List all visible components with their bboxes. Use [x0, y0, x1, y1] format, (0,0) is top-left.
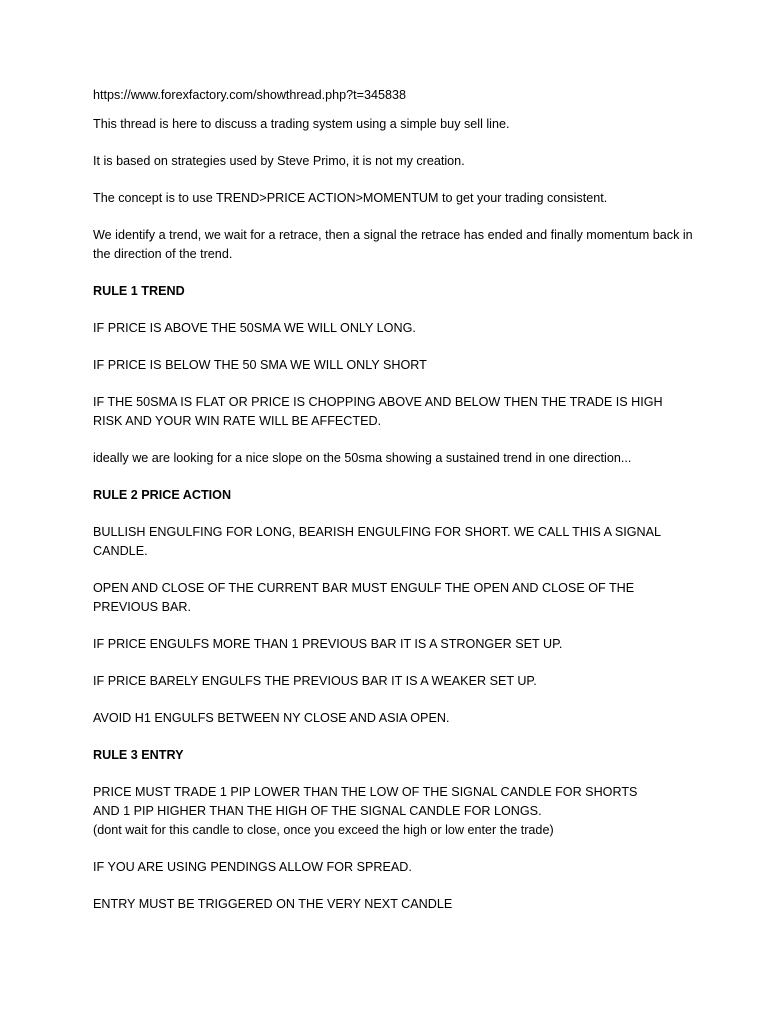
rule-1-slope: ideally we are looking for a nice slope on the 50sma showing a sustained trend in one direction...: [93, 451, 632, 465]
rule-2-open-close: OPEN AND CLOSE OF THE CURRENT BAR MUST ENGULF THE OPEN AND CLOSE OF THE PREVIOUS BAR.: [93, 581, 638, 614]
heading-rule-2: RULE 2 PRICE ACTION: [93, 488, 232, 502]
rule-2-avoid: AVOID H1 ENGULFS BETWEEN NY CLOSE AND ASIA OPEN.: [93, 711, 450, 725]
paragraph-overview: We identify a trend, we wait for a retrace, then a signal the retrace has ended and finally momentum back in the direction of the trend.: [93, 228, 697, 261]
document-body: [93, 86, 697, 914]
heading-rule-3: RULE 3 ENTRY: [93, 748, 184, 762]
paragraph-attribution: It is based on strategies used by Steve Primo, it is not my creation.: [93, 154, 465, 168]
rule-2-engulfing: BULLISH ENGULFING FOR LONG, BEARISH ENGULFING FOR SHORT. WE CALL THIS A SIGNAL CANDLE.: [93, 525, 665, 558]
rule-2-stronger: IF PRICE ENGULFS MORE THAN 1 PREVIOUS BAR IT IS A STRONGER SET UP.: [93, 637, 563, 651]
thread-url: https://www.forexfactory.com/showthread.php?t=345838: [93, 88, 407, 102]
rule-1-long: IF PRICE IS ABOVE THE 50SMA WE WILL ONLY LONG.: [93, 321, 416, 335]
paragraph-concept: The concept is to use TREND>PRICE ACTION>MOMENTUM to get your trading consistent.: [93, 191, 608, 205]
rule-3-next-candle: ENTRY MUST BE TRIGGERED ON THE VERY NEXT CANDLE: [93, 897, 453, 911]
rule-1-flat: IF THE 50SMA IS FLAT OR PRICE IS CHOPPING ABOVE AND BELOW THEN THE TRADE IS HIGH RISK AND YOUR WIN RATE WILL BE AFFECTED.: [93, 395, 667, 428]
rule-3-pendings: IF YOU ARE USING PENDINGS ALLOW FOR SPREAD.: [93, 860, 412, 874]
rule-3-price: PRICE MUST TRADE 1 PIP LOWER THAN THE LOW OF THE SIGNAL CANDLE FOR SHORTS AND 1 PIP HIGHER THAN THE HIGH OF THE SIGNAL CANDLE FOR LONGS. (dont wait for this candle to close, once you exceed the high or low enter the trade): [93, 785, 638, 837]
paragraph-intro: This thread is here to discuss a trading system using a simple buy sell line.: [93, 117, 510, 131]
rule-1-short: IF PRICE IS BELOW THE 50 SMA WE WILL ONLY SHORT: [93, 358, 427, 372]
heading-rule-1: RULE 1 TREND: [93, 284, 185, 298]
rule-2-weaker: IF PRICE BARELY ENGULFS THE PREVIOUS BAR IT IS A WEAKER SET UP.: [93, 674, 537, 688]
